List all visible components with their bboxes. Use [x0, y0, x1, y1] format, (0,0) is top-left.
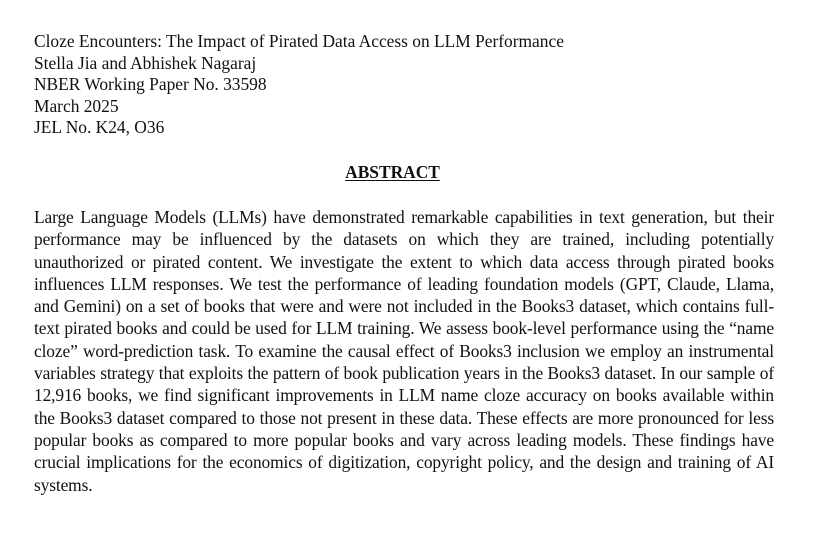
paper-authors: Stella Jia and Abhishek Nagaraj [34, 52, 257, 73]
paper-date: March 2025 [34, 95, 119, 116]
paper-title: Cloze Encounters: The Impact of Pirated Data Access on LLM Performance [34, 31, 564, 51]
paper-series: NBER Working Paper No. 33598 [34, 74, 267, 94]
paper-header [34, 31, 794, 139]
abstract-body: Large Language Models (LLMs) have demonstrated remarkable capabilities in text generation, but their performance may be influenced by the datasets on which they are trained, including potentially unauthorized or pirated content. We investigate the extent to which data access through pirated books influences LLM responses. We test the performance of leading foundation models (GPT, Claude, Llama, and Gemini) on a set of books that were and were not included in the Books3 dataset, which contains full-text pirated books and could be used for LLM training. We assess book-level performance using the “name cloze” word-prediction task. To examine the causal effect of Books3 inclusion we employ an instrumental variables strategy that exploits the pattern of book publication years in the Books3 dataset. In our sample of 12,916 books, we find significant improvements in LLM name cloze accuracy on books available within the Books3 dataset compared to those not present in these data. These effects are more pronounced for less popular books as compared to more popular books and vary across leading models. These findings have crucial implications for the economics of digitization, copyright policy, and the design and training of AI systems. [34, 207, 774, 495]
abstract-heading [0, 161, 785, 183]
paper-jel-codes: JEL No. K24, O36 [34, 117, 165, 137]
abstract-heading-text: ABSTRACT [345, 162, 440, 182]
